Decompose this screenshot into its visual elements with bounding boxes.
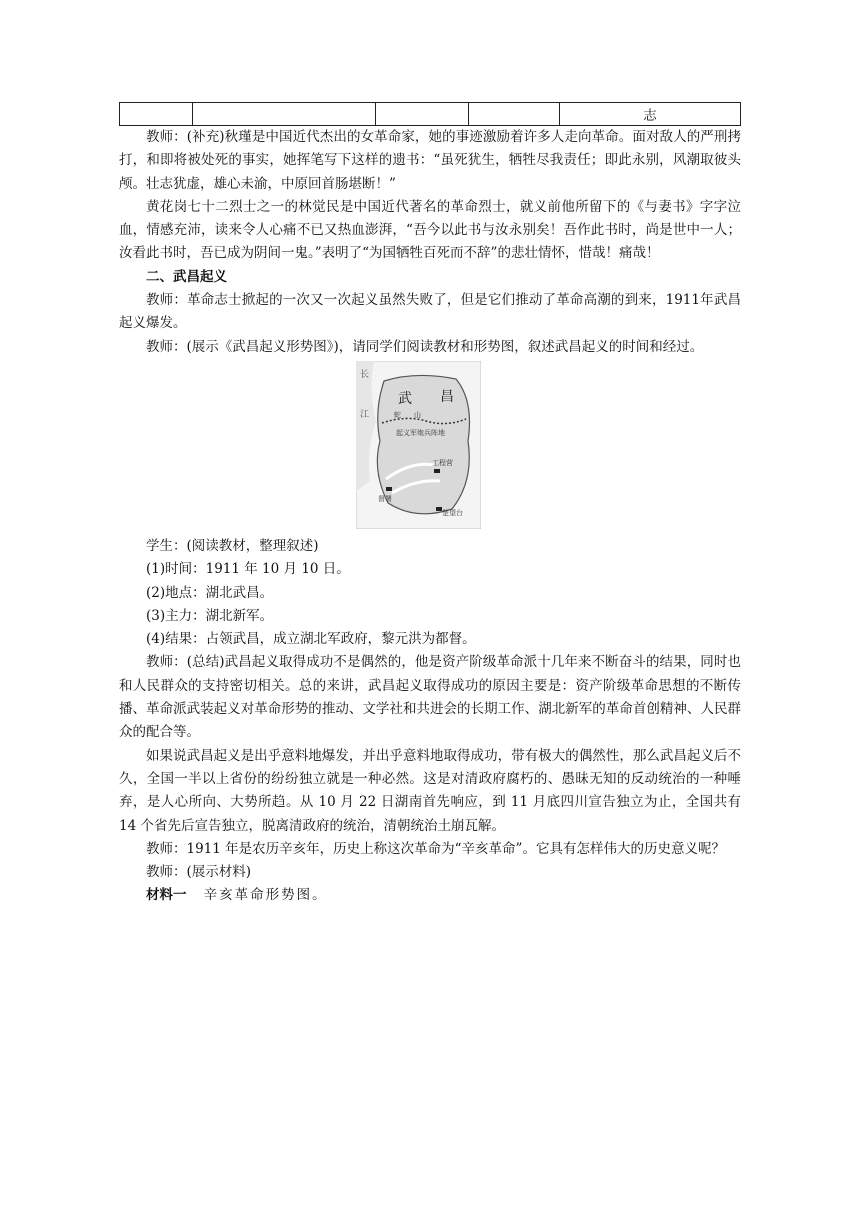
- map-svg: [356, 361, 481, 529]
- paragraph-student: 学生：(阅读教材，整理叙述): [146, 537, 319, 554]
- table-cell: [193, 103, 376, 126]
- paragraph-teacher-2: 教师：(展示《武昌起义形势图》)，请同学们阅读教材和形势图，叙述武昌起义的时间和经过。: [146, 338, 704, 355]
- paragraph-analysis: 如果说武昌起义是出乎意料地爆发，并出乎意料地取得成功，带有极大的偶然性，那么武昌起义后不久，全国一半以上省份的纷纷独立就是一种必然。这是对清政府腐朽的、愚昧无知的反动统治的一种唾弃，是人心所向、大势所趋。从 10 月 22 日湖南首先响应，到 11 月底四川宣告独立为止，全国共有 14 个省先后宣告独立，脱离清政府的统治，清朝统治土崩瓦解。: [119, 747, 741, 834]
- material-one-text: 辛亥革命形势图。: [203, 887, 328, 904]
- map-river-char: 长: [360, 369, 370, 380]
- table-fragment: [119, 102, 741, 126]
- map-label-engineer-camp: 工程营: [432, 458, 453, 467]
- table-cell: [469, 103, 560, 126]
- table-cell: [120, 103, 193, 126]
- map-label-chuwangtai: 楚望台: [442, 508, 463, 517]
- list-item-force: (3)主力：湖北新军。: [146, 607, 274, 624]
- table-cell: [376, 103, 469, 126]
- material-one-label: 材料一: [146, 887, 187, 904]
- map-river-char: 江: [360, 409, 370, 420]
- map-mountain-char: 山: [414, 410, 421, 419]
- paragraph-qiujin: 教师：(补充)秋瑾是中国近代杰出的女革命家，她的事迹激励着许多人走向革命。面对敌人的严刑拷打，和即将被处死的事实，她挥笔写下这样的遗书：“虽死犹生，牺牲尽我责任；即此永别，风潮取彼头颅。壮志犹虚，雄心未渝，中原回首肠堪断！”: [119, 129, 741, 192]
- map-label-governor-office: 督署: [378, 494, 392, 503]
- map-title-char: 武: [398, 390, 412, 407]
- paragraph-linjuemin: 黄花岗七十二烈士之一的林觉民是中国近代著名的革命烈士，就义前他所留下的《与妻书》字字泣血，情感充沛，读来令人心痛不已又热血澎湃，“吾今以此书与汝永别矣！吾作此书时，尚是世中一人；汝看此书时，吾已成为阴间一鬼。”表明了“为国牺牲百死而不辞”的悲壮情怀，惜哉！痛哉！: [119, 198, 741, 262]
- table-cell-last: 志: [560, 103, 741, 126]
- list-item-place: (2)地点：湖北武昌。: [146, 584, 274, 601]
- list-item-time: (1)时间：1911 年 10 月 10 日。: [146, 561, 350, 578]
- paragraph-summary: 教师：(总结)武昌起义取得成功不是偶然的，他是资产阶级革命派十几年来不断奋斗的结果，同时也和人民群众的支持密切相关。总的来讲，武昌起义取得成功的原因主要是：资产阶级革命思想的不断传播、革命派武装起义对革命形势的推动、文学社和共进会的长期工作、湖北新军的革命首创精神、人民群众的配合等。: [119, 654, 741, 741]
- paragraph-show-material: 教师：(展示材料): [146, 864, 252, 881]
- list-item-result: (4)结果：占领武昌，成立湖北军政府，黎元洪为都督。: [146, 631, 476, 648]
- paragraph-question: 教师：1911 年是农历辛亥年，历史上称这次革命为“辛亥革命”。它具有怎样伟大的历史意义呢？: [146, 840, 725, 857]
- table-row: [120, 103, 741, 126]
- map-label-artillery: 起义军炮兵阵地: [396, 428, 445, 437]
- map-mountain-char: 蛇: [394, 410, 401, 419]
- material-one: [119, 884, 741, 907]
- map-title-char: 昌: [440, 388, 454, 405]
- paragraph-teacher-1: 教师：革命志士掀起的一次又一次起义虽然失败了，但是它们推动了革命高潮的到来，1911年武昌起义爆发。: [119, 292, 741, 332]
- wuchang-uprising-map: [119, 361, 741, 531]
- document-page: [119, 102, 741, 908]
- section-heading: 二、武昌起义: [146, 268, 227, 285]
